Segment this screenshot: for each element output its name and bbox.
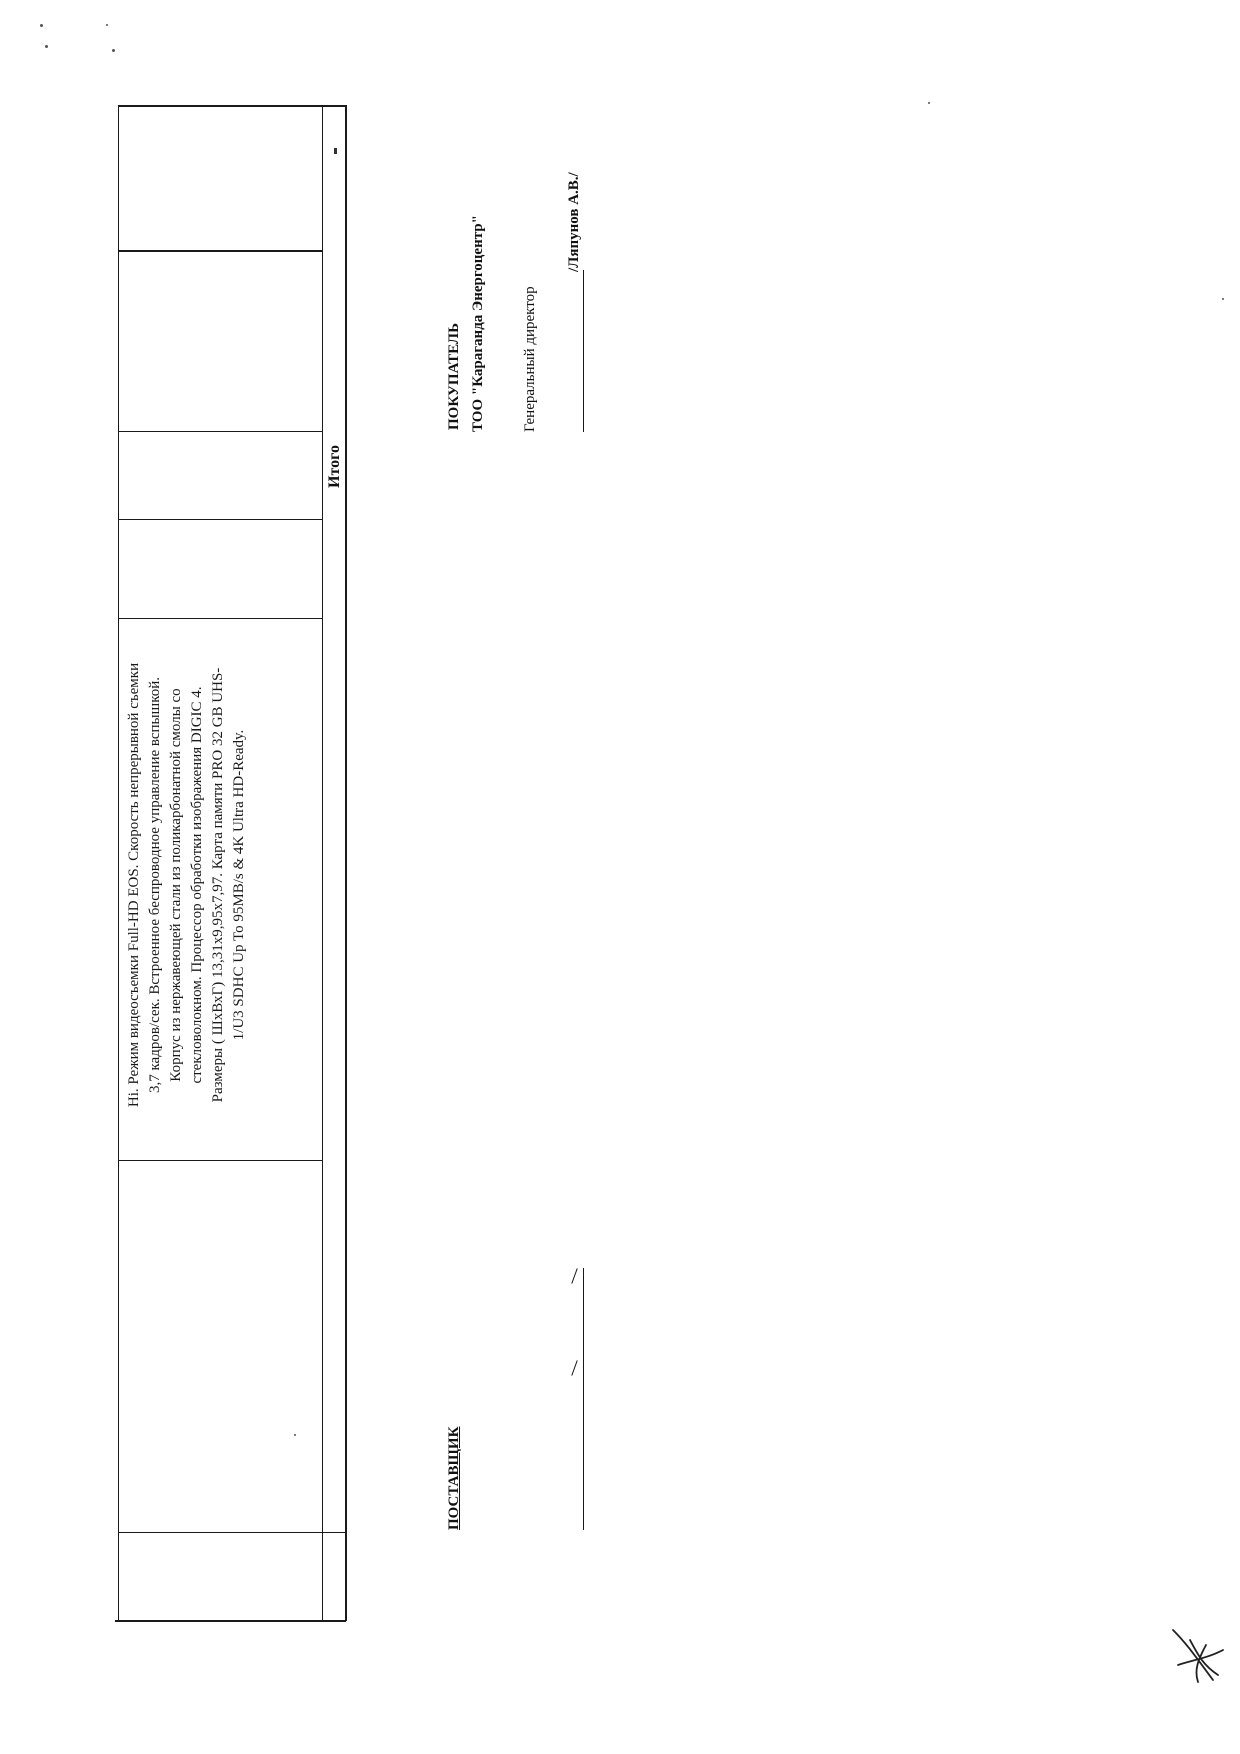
scan-speck (1222, 298, 1224, 300)
scan-speck (294, 1434, 296, 1436)
buyer-signatory: /Ляпунов А.В./ (566, 172, 582, 272)
table-col-line-mid (322, 105, 323, 1621)
table-row-line-6 (118, 1532, 346, 1533)
description-line: стекловолокном. Процессор обработки изображения DIGIC 4. (189, 686, 205, 1084)
table-border-right (345, 105, 347, 1621)
scan-speck (112, 49, 115, 52)
buyer-company: ТОО "Караганда Энергоцентр" (470, 215, 486, 432)
scan-speck (45, 45, 48, 48)
scan-speck (106, 24, 108, 26)
supplier-signature-line (583, 1268, 584, 1530)
scan-speck (928, 102, 930, 104)
scan-speck (40, 24, 43, 27)
table-row-line-4 (118, 618, 323, 619)
table-row-line-5 (118, 1160, 323, 1161)
description-line: Hi. Режим видеосъемки Full-HD EOS. Скорость непрерывной съемки (126, 662, 142, 1108)
supplier-title: ПОСТАВЩИК (446, 1426, 462, 1530)
table-border-bottom (115, 1620, 346, 1622)
description-line: 1/U3 SDHC Up To 95MB/s & 4K Ultra HD-Ready. (231, 729, 247, 1041)
description-line: 3,7 кадров/сек. Встроенное беспроводное управление вспышкой. (147, 677, 163, 1094)
table-row-line-2 (118, 431, 323, 432)
description-line: Корпус из нержавеющей стали из поликарбонатной смолы со (168, 688, 184, 1082)
table-row-line-3 (118, 519, 323, 520)
buyer-position: Генеральный директор (522, 286, 538, 432)
buyer-title: ПОКУПАТЕЛЬ (446, 322, 462, 430)
table-row-line-1 (118, 250, 323, 252)
table-col-line-left (118, 105, 119, 1621)
table-border-top (118, 105, 346, 107)
signature-initial-mark (1168, 1620, 1228, 1690)
item-description (124, 620, 250, 1150)
buyer-signature-line (583, 270, 584, 432)
cell-mark (334, 148, 337, 154)
description-line: Размеры ( ШхВхГ) 13,31х9,95х7,97. Карта памяти PRO 32 GB UHS- (210, 667, 226, 1103)
total-label: Итого (326, 445, 343, 488)
supplier-slash-1 (571, 1360, 577, 1375)
supplier-slash-2 (571, 1268, 577, 1283)
